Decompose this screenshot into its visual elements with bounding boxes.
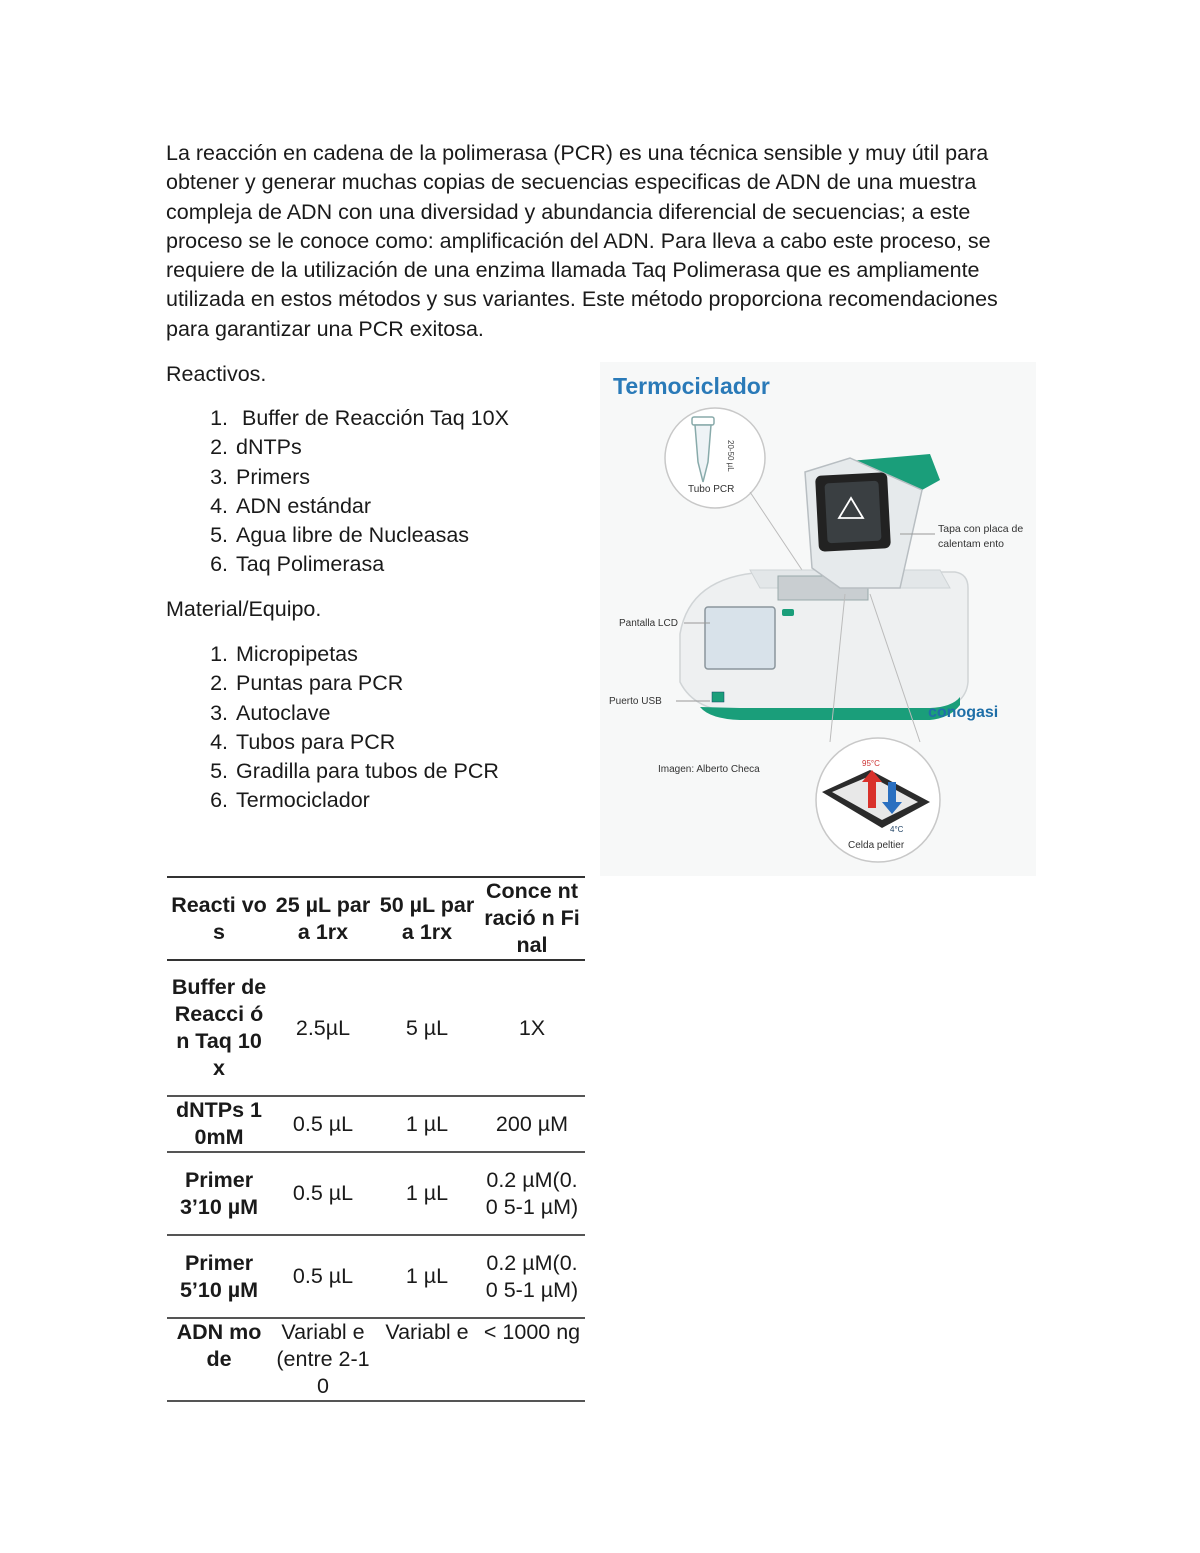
reactivos-title: Reactivos.	[166, 362, 267, 386]
table-cell: Variabl e (entre 2-10	[276, 1320, 370, 1398]
thermocycler-illustration	[600, 362, 1036, 876]
table-cell: 2.5µL	[295, 1015, 351, 1040]
list-item: 2. dNTPs	[210, 435, 302, 460]
material-title: Material/Equipo.	[166, 597, 322, 621]
reagents-table	[167, 876, 585, 1402]
table-cell: 1 µL	[405, 1111, 449, 1136]
list-item: 5. Gradilla para tubos de PCR	[210, 759, 499, 784]
list-item: 3. Primers	[210, 464, 311, 489]
cold-temp-label: 4°C	[890, 825, 904, 834]
reagent-name-cell: dNTPs 10mM	[175, 1098, 263, 1149]
table-cell: 1 µL	[405, 1181, 449, 1205]
list-item: 4. ADN estándar	[210, 493, 372, 518]
list-item: 5. Agua libre de Nucleasas	[210, 523, 470, 548]
hot-temp-label: 95°C	[862, 759, 880, 768]
usb-label: Puerto USB	[609, 696, 662, 707]
header-cell: Conce ntració n Final	[484, 879, 580, 957]
header-cell: 25 µL para 1rx	[275, 892, 371, 944]
tube-volume-mark: 20-50 µL	[726, 440, 735, 472]
table-cell: 0.5 µL	[292, 1111, 354, 1136]
tube-label: Tubo PCR	[688, 484, 735, 495]
thermocycler-figure	[600, 362, 1036, 876]
lcd-screen	[705, 607, 775, 669]
material-list	[166, 640, 586, 816]
reagent-name-cell: Primer 5’10 µM	[179, 1250, 259, 1302]
thermocycler-body	[680, 570, 968, 720]
table-cell: 0.2 µM(0.0 5-1 µM)	[485, 1167, 579, 1219]
list-item: 4. Tubos para PCR	[210, 729, 396, 754]
table-cell: 1X	[518, 1015, 546, 1040]
lcd-label: Pantalla LCD	[619, 618, 678, 629]
table-header-row	[167, 877, 585, 960]
table-cell: 0.2 µM(0.0 5-1 µM)	[485, 1250, 579, 1302]
figure-title: Termociclador	[613, 373, 770, 399]
reagent-name-cell: ADN mode	[176, 1320, 262, 1371]
table-cell: 0.5 µL	[292, 1264, 354, 1288]
reagent-name-cell: Buffer de Reacci ón Taq 10x	[171, 975, 267, 1080]
lid-label-line2: calentam ento	[938, 538, 1004, 550]
table-row	[167, 1235, 585, 1318]
peltier-label: Celda peltier	[848, 840, 905, 851]
table-cell: 5 µL	[405, 1015, 449, 1040]
table-cell: 200 µM	[495, 1111, 569, 1136]
table-row	[167, 1152, 585, 1235]
table-row	[167, 960, 585, 1096]
brand-logo: conogasi	[928, 704, 999, 721]
header-cell: 50 µL para 1rx	[379, 892, 475, 944]
table-cell: 0.5 µL	[292, 1181, 354, 1205]
list-item: 3. Autoclave	[210, 700, 331, 725]
table-row	[167, 1318, 585, 1401]
list-item: 1. Micropipetas	[210, 642, 358, 666]
lid-label-line1: Tapa con placa de	[938, 523, 1024, 535]
table-cell: < 1000 ng	[483, 1320, 581, 1344]
table-cell: Variabl e	[385, 1320, 469, 1344]
table-cell: 1 µL	[405, 1264, 449, 1288]
reagent-name-cell: Primer 3’10 µM	[179, 1167, 259, 1219]
list-item: 6. Taq Polimerasa	[210, 552, 385, 577]
usb-port	[712, 692, 724, 702]
list-item: 2. Puntas para PCR	[210, 671, 404, 696]
list-item: 1. Buffer de Reacción Taq 10X	[210, 406, 509, 430]
reactivos-list	[166, 404, 586, 580]
intro-paragraph: La reacción en cadena de la polimerasa (PCR) es una técnica sensible y muy útil para obtener y generar muchas copias de secuencias especificas de ADN de una muestra compleja de ADN con una diversidad y abundancia diferencial de secuencias; a este proceso se le conoce como: amplificación del ADN. Para lleva a cabo este proceso, se requiere de la utilización de una enzima llamada Taq Polimerasa que es ampliamente utilizada en estos métodos y sus variantes. Este método proporciona recomendaciones para garantizar una PCR exitosa.	[166, 141, 998, 341]
table-row	[167, 1096, 585, 1152]
header-cell: Reacti vos	[171, 892, 267, 944]
image-credit: Imagen: Alberto Checa	[658, 764, 760, 775]
list-item: 6. Termociclador	[210, 788, 370, 813]
